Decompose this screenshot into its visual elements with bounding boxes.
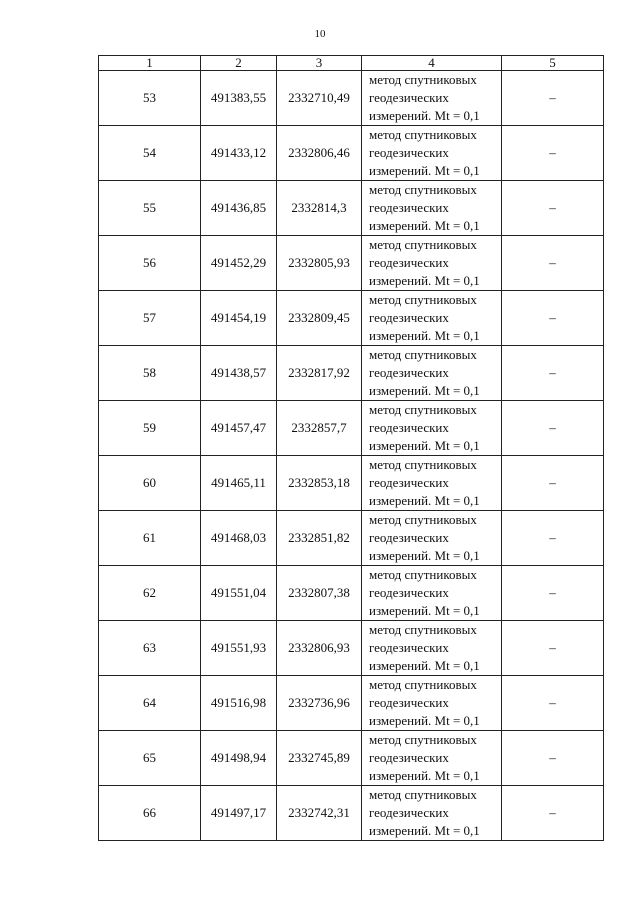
point-number-cell: 60	[99, 456, 201, 511]
y-coordinate-cell: 2332745,89	[277, 731, 362, 786]
method-line: измерений. Mt = 0,1	[369, 328, 480, 343]
x-coordinate-cell: 491516,98	[201, 676, 277, 731]
y-coordinate-cell: 2332807,38	[277, 566, 362, 621]
method-line: метод спутниковых	[369, 732, 477, 747]
method-line: геодезических	[369, 640, 449, 655]
point-number-cell: 62	[99, 566, 201, 621]
method-line: метод спутниковых	[369, 787, 477, 802]
method-line: метод спутниковых	[369, 72, 477, 87]
table-row	[99, 566, 604, 621]
y-coordinate-cell: 2332857,7	[277, 401, 362, 456]
column-5-cell: –	[502, 786, 604, 841]
method-line: геодезических	[369, 90, 449, 105]
column-header-2: 2	[201, 56, 277, 71]
y-coordinate-cell: 2332851,82	[277, 511, 362, 566]
column-5-cell: –	[502, 71, 604, 126]
column-5-cell: –	[502, 401, 604, 456]
method-cell	[362, 566, 502, 621]
y-coordinate-cell: 2332817,92	[277, 346, 362, 401]
method-line: измерений. Mt = 0,1	[369, 768, 480, 783]
y-coordinate-cell: 2332742,31	[277, 786, 362, 841]
method-line: метод спутниковых	[369, 457, 477, 472]
method-line: геодезических	[369, 585, 449, 600]
method-line: измерений. Mt = 0,1	[369, 163, 480, 178]
x-coordinate-cell: 491438,57	[201, 346, 277, 401]
method-line: геодезических	[369, 695, 449, 710]
y-coordinate-cell: 2332853,18	[277, 456, 362, 511]
x-coordinate-cell: 491498,94	[201, 731, 277, 786]
table-row	[99, 621, 604, 676]
method-cell	[362, 181, 502, 236]
point-number-cell: 65	[99, 731, 201, 786]
y-coordinate-cell: 2332814,3	[277, 181, 362, 236]
y-coordinate-cell: 2332809,45	[277, 291, 362, 346]
method-line: измерений. Mt = 0,1	[369, 493, 480, 508]
x-coordinate-cell: 491454,19	[201, 291, 277, 346]
method-line: геодезических	[369, 365, 449, 380]
method-line: метод спутниковых	[369, 237, 477, 252]
method-line: измерений. Mt = 0,1	[369, 383, 480, 398]
table-body	[99, 71, 604, 841]
point-number-cell: 63	[99, 621, 201, 676]
x-coordinate-cell: 491433,12	[201, 126, 277, 181]
method-cell	[362, 346, 502, 401]
column-header-1: 1	[99, 56, 201, 71]
method-line: измерений. Mt = 0,1	[369, 823, 480, 838]
point-number-cell: 54	[99, 126, 201, 181]
method-line: геодезических	[369, 475, 449, 490]
x-coordinate-cell: 491497,17	[201, 786, 277, 841]
method-line: измерений. Mt = 0,1	[369, 273, 480, 288]
y-coordinate-cell: 2332710,49	[277, 71, 362, 126]
table-row	[99, 511, 604, 566]
table-row	[99, 401, 604, 456]
table-row	[99, 71, 604, 126]
method-line: метод спутниковых	[369, 677, 477, 692]
point-number-cell: 56	[99, 236, 201, 291]
method-line: измерений. Mt = 0,1	[369, 218, 480, 233]
coordinates-table	[98, 55, 604, 841]
method-line: метод спутниковых	[369, 622, 477, 637]
method-cell	[362, 511, 502, 566]
y-coordinate-cell: 2332806,93	[277, 621, 362, 676]
method-cell	[362, 291, 502, 346]
x-coordinate-cell: 491436,85	[201, 181, 277, 236]
method-cell	[362, 786, 502, 841]
method-line: метод спутниковых	[369, 292, 477, 307]
method-cell	[362, 71, 502, 126]
method-line: геодезических	[369, 255, 449, 270]
y-coordinate-cell: 2332805,93	[277, 236, 362, 291]
method-line: измерений. Mt = 0,1	[369, 658, 480, 673]
x-coordinate-cell: 491551,93	[201, 621, 277, 676]
point-number-cell: 64	[99, 676, 201, 731]
method-line: измерений. Mt = 0,1	[369, 603, 480, 618]
table-row	[99, 181, 604, 236]
method-cell	[362, 236, 502, 291]
method-line: геодезических	[369, 805, 449, 820]
method-line: измерений. Mt = 0,1	[369, 438, 480, 453]
table-row	[99, 126, 604, 181]
method-cell	[362, 676, 502, 731]
method-line: измерений. Mt = 0,1	[369, 713, 480, 728]
table-row	[99, 676, 604, 731]
method-cell	[362, 621, 502, 676]
y-coordinate-cell: 2332806,46	[277, 126, 362, 181]
method-line: измерений. Mt = 0,1	[369, 548, 480, 563]
column-5-cell: –	[502, 676, 604, 731]
method-cell	[362, 456, 502, 511]
point-number-cell: 66	[99, 786, 201, 841]
page-number: 10	[314, 28, 326, 40]
method-line: геодезических	[369, 750, 449, 765]
table-row	[99, 236, 604, 291]
point-number-cell: 55	[99, 181, 201, 236]
point-number-cell: 58	[99, 346, 201, 401]
point-number-cell: 53	[99, 71, 201, 126]
point-number-cell: 57	[99, 291, 201, 346]
y-coordinate-cell: 2332736,96	[277, 676, 362, 731]
table-header-row	[99, 56, 604, 71]
column-5-cell: –	[502, 566, 604, 621]
method-cell	[362, 731, 502, 786]
table-row	[99, 786, 604, 841]
method-line: метод спутниковых	[369, 347, 477, 362]
method-line: геодезических	[369, 310, 449, 325]
column-5-cell: –	[502, 346, 604, 401]
method-line: метод спутниковых	[369, 127, 477, 142]
method-line: геодезических	[369, 420, 449, 435]
column-5-cell: –	[502, 291, 604, 346]
column-header-3: 3	[277, 56, 362, 71]
column-5-cell: –	[502, 511, 604, 566]
method-line: геодезических	[369, 200, 449, 215]
x-coordinate-cell: 491452,29	[201, 236, 277, 291]
column-5-cell: –	[502, 621, 604, 676]
column-header-4: 4	[362, 56, 502, 71]
method-line: метод спутниковых	[369, 512, 477, 527]
method-line: геодезических	[369, 145, 449, 160]
column-5-cell: –	[502, 236, 604, 291]
x-coordinate-cell: 491457,47	[201, 401, 277, 456]
point-number-cell: 59	[99, 401, 201, 456]
method-line: метод спутниковых	[369, 182, 477, 197]
point-number-cell: 61	[99, 511, 201, 566]
x-coordinate-cell: 491465,11	[201, 456, 277, 511]
method-line: геодезических	[369, 530, 449, 545]
column-5-cell: –	[502, 456, 604, 511]
column-5-cell: –	[502, 181, 604, 236]
method-cell	[362, 401, 502, 456]
x-coordinate-cell: 491468,03	[201, 511, 277, 566]
table-row	[99, 346, 604, 401]
column-5-cell: –	[502, 126, 604, 181]
column-5-cell: –	[502, 731, 604, 786]
x-coordinate-cell: 491383,55	[201, 71, 277, 126]
table-row	[99, 731, 604, 786]
method-line: метод спутниковых	[369, 402, 477, 417]
x-coordinate-cell: 491551,04	[201, 566, 277, 621]
table-row	[99, 291, 604, 346]
method-cell	[362, 126, 502, 181]
method-line: метод спутниковых	[369, 567, 477, 582]
table-row	[99, 456, 604, 511]
method-line: измерений. Mt = 0,1	[369, 108, 480, 123]
column-header-5: 5	[502, 56, 604, 71]
